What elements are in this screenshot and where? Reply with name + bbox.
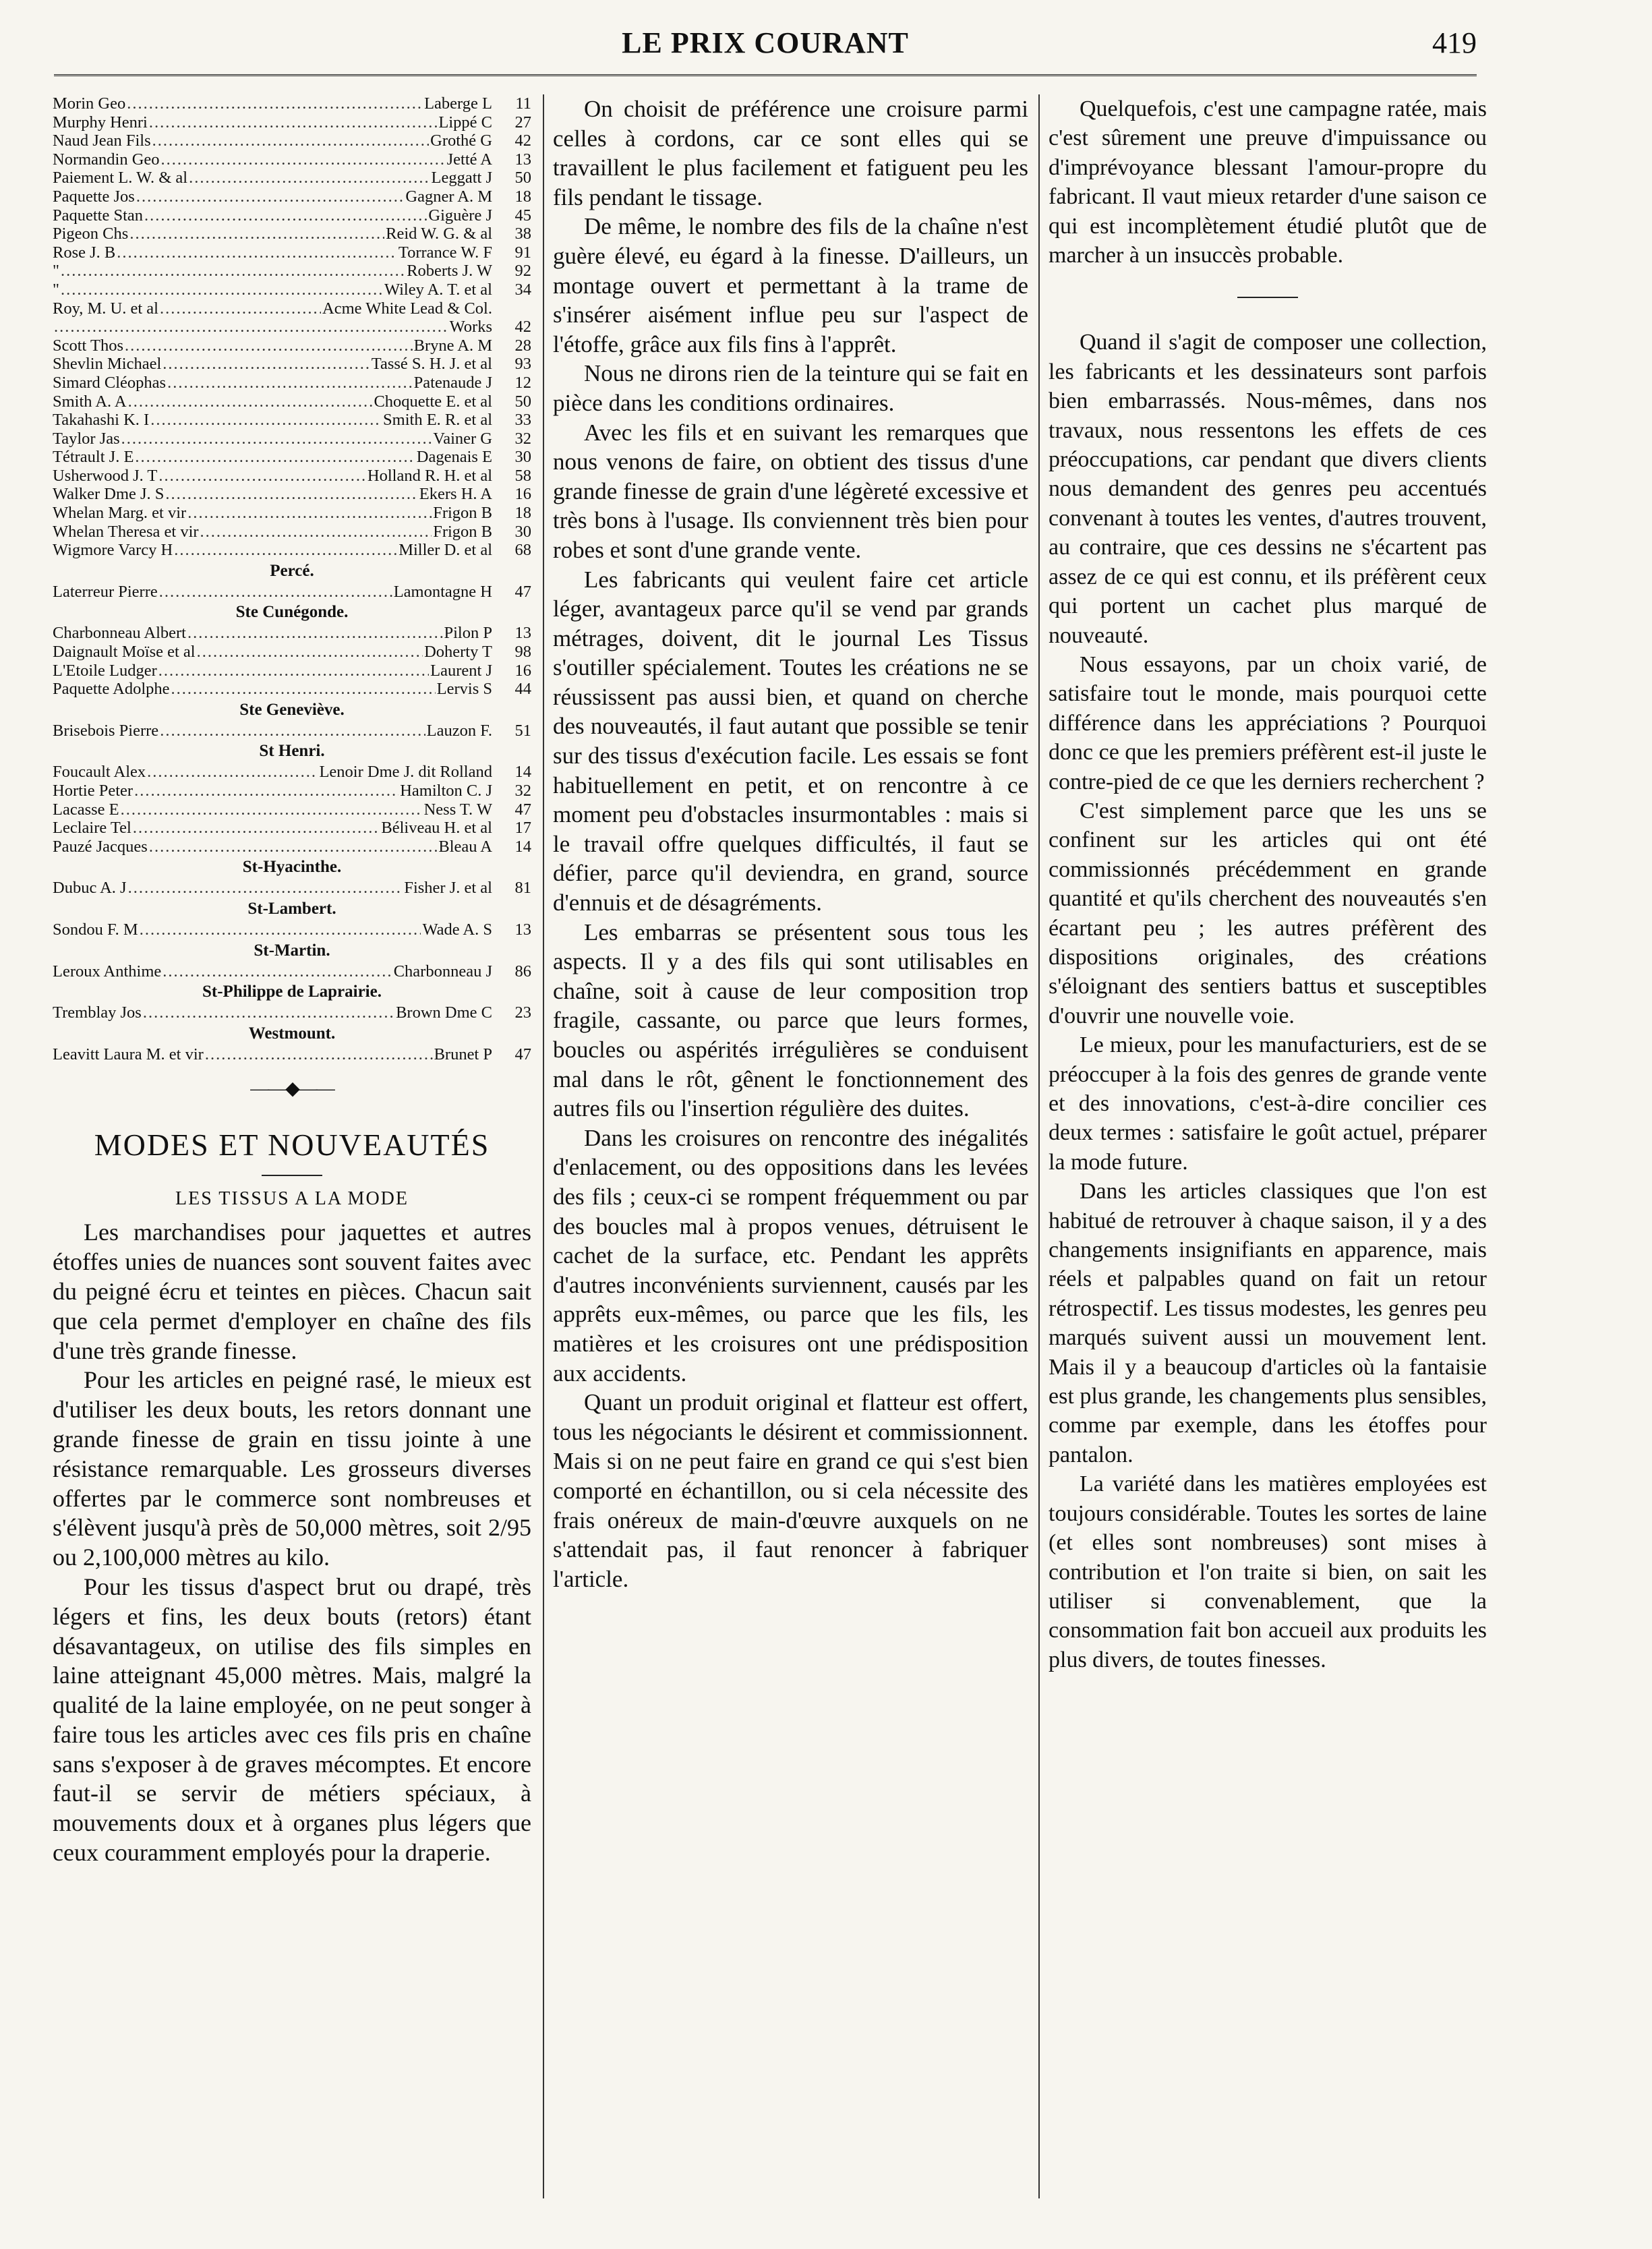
- paragraph: Nous essayons, par un choix varié, de satisfaire tout le monde, mais pourquoi cette différence dans les appréciations ? Pourquoi donc ce que les premiers préfèrent est-il juste le contre-pied de ce que les derniers recherchent ?: [1049, 651, 1487, 794]
- amount: 34: [514, 280, 531, 299]
- amount: 16: [514, 485, 531, 504]
- plaintiff-name: Lamontagne H: [393, 582, 492, 601]
- defendant-name: Rose J. B: [53, 243, 116, 262]
- listing-row: [53, 624, 531, 643]
- defendant-name: Scott Thos: [53, 336, 124, 355]
- defendant-name: ": [53, 262, 60, 281]
- leader-dots: [54, 318, 448, 337]
- leader-dots: [128, 392, 373, 411]
- defendant-name: Tétrault J. E: [53, 448, 134, 467]
- district-heading: Ste Cunégonde.: [235, 603, 349, 622]
- listing-row: [53, 1003, 531, 1022]
- amount: 81: [514, 879, 531, 898]
- paragraph: Pour les articles en peigné rasé, le mieux est d'utiliser les deux bouts, les retors donnant une grande finesse de grain en tissu jointe à une résistance remarquable. Les grosseurs diverses offertes par le commerce sont nombreuses et s'élèvent jusqu'à près de 50,000 mètres, soit 2/95 ou 2,100,000 mètres au kilo.: [53, 1366, 531, 1571]
- section-title: MODES ET NOUVEAUTÉS: [94, 1128, 490, 1163]
- paragraph: Quant un produit original et flatteur est offert, tous les négociants le désirent et commissionnent. Mais si on ne peut faire en grand ce qui s'est bien comporté en échantillon, ou si cela nécessite des frais onéreux de main-d'œuvre auxquels on ne s'attendait pas, il faut renoncer à fabriquer l'article.: [553, 1389, 1028, 1592]
- defendant-name: ": [53, 280, 60, 299]
- leader-dots: [127, 94, 423, 113]
- defendant-name: Smith A. A: [53, 392, 127, 411]
- amount: 92: [514, 262, 531, 281]
- plaintiff-name: Béliveau H. et al: [381, 819, 492, 838]
- leader-dots: [121, 430, 432, 448]
- amount: 44: [514, 680, 531, 699]
- plaintiff-name: Laberge L: [424, 94, 492, 113]
- leader-dots: [161, 150, 446, 169]
- leader-dots: [171, 680, 436, 699]
- defendant-name: Leclaire Tel: [53, 819, 131, 838]
- listing-row: [53, 643, 531, 662]
- defendant-name: Pigeon Chs: [53, 225, 129, 243]
- listing-row: [53, 583, 531, 602]
- leader-dots: [135, 448, 415, 467]
- listing-row: [53, 299, 531, 318]
- plaintiff-name: Ekers H. A: [419, 485, 492, 504]
- defendant-name: Lacasse E: [53, 800, 119, 819]
- plaintiff-name: Wiley A. T. et al: [384, 280, 492, 299]
- amount: 38: [514, 225, 531, 243]
- leader-dots: [117, 243, 397, 262]
- amount: 47: [514, 800, 531, 819]
- paragraph: Quelquefois, c'est une campagne ratée, mais c'est sûrement une preuve d'impuissance ou d'imprévoyance blessant l'amour-propre du fabricant. Il vaut mieux retarder d'une saison ce qui est incomplètement étudié plutôt que de marcher à un insuccès probable.: [1049, 96, 1487, 268]
- listing-row: [53, 392, 531, 411]
- leader-dots: [125, 337, 413, 355]
- plaintiff-name: Giguère J: [428, 206, 492, 225]
- plaintiff-name: Brunet P: [434, 1045, 492, 1063]
- paragraph: Quand il s'agit de composer une collection, les fabricants et les dessinateurs sont parfois bien embarrassés. Nous-mêmes, dans nos travaux, nous ressentons les effets de ces préoccupations, car pendant que divers clients nous demandent des genres peu accentués convenant à toutes les ventes, d'autres trouvent, au contraire, que ces dessins ne s'écartent pas assez de ce qui est connu, et ils préfèrent ceux qui portent un cachet plus marqué de nouveauté.: [1049, 330, 1487, 648]
- defendant-name: Naud Jean Fils: [53, 132, 151, 150]
- defendant-name: L'Etoile Ludger: [53, 661, 157, 680]
- listing-row: [53, 318, 531, 337]
- paragraph: Avec les fils et en suivant les remarques que nous venons de faire, on obtient des tissus d'une grande finesse de grain d'une légèreté excessive et très bons à l'usage. Ils conviennent très bien pour robes et sont d'une grande vente.: [553, 419, 1028, 563]
- paragraph: La variété dans les matières employées est toujours considérable. Toutes les sortes de laine (et elles sont nombreuses) sont mises à contribution et l'on traite si bien, on sait les utiliser si convenablement, que la consommation fait bon accueil aux produits les plus divers, de toutes finesses.: [1049, 1471, 1487, 1672]
- paragraph: Le mieux, pour les manufacturiers, est de se préoccuper à la fois des genres de grande vente et des innovations, c'est-à-dire concilier ces deux termes : satisfaire le goût actuel, préparer la mode future.: [1049, 1032, 1487, 1175]
- amount: 30: [514, 448, 531, 467]
- leader-dots: [163, 355, 370, 374]
- listing-row: [53, 281, 531, 299]
- amount: 30: [514, 522, 531, 541]
- plaintiff-name: Bleau A: [438, 837, 492, 856]
- listing-row: [53, 411, 531, 430]
- leader-dots: [163, 962, 392, 981]
- listing-row: [53, 94, 531, 113]
- plaintiff-name: Leggatt J: [431, 169, 492, 187]
- listing-row: [53, 243, 531, 262]
- plaintiff-name: Lervis S: [436, 680, 492, 699]
- listing-row: [53, 523, 531, 542]
- plaintiff-name: Patenaude J: [413, 373, 492, 392]
- plaintiff-name: Tassé S. H. J. et al: [371, 355, 492, 374]
- listing-row: [53, 504, 531, 523]
- listing-row: [53, 355, 531, 374]
- defendant-name: Dubuc A. J: [53, 879, 127, 898]
- defendant-name: Tremblay Jos: [53, 1003, 142, 1022]
- listing-row: [53, 169, 531, 187]
- listing-row: [53, 662, 531, 680]
- listing-row: [53, 838, 531, 856]
- listing-row: [53, 113, 531, 132]
- defendant-name: Shevlin Michael: [53, 355, 162, 374]
- listing-row: [53, 921, 531, 939]
- amount: 47: [514, 582, 531, 601]
- article-body-col1: [53, 1218, 531, 1868]
- column-1: [53, 94, 531, 1868]
- column-divider: [1038, 94, 1040, 2198]
- leader-dots: [128, 879, 403, 898]
- paragraph: Les fabricants qui veulent faire cet article léger, avantageux parce qu'il se vend par grands métrages, doivent, dit le journal Les Tissus s'outiller spécialement. Toutes les créations ne se réussissent pas aussi bien, et quand on cherche des nouveautés, il faut autant que possible se tenir sur des tissus d'exécution facile. Les essais se font habituellement en petit, et on rencontre à ce moment peu d'obstacles insurmontables : mais si le travail offre quelques difficultés, il faut se défier, parce qu'il deviendra, en grand, source d'ennuis et de désagréments.: [553, 566, 1028, 916]
- plaintiff-name: Lauzon F.: [426, 721, 492, 740]
- listing-row: [53, 879, 531, 898]
- listing-row: [53, 262, 531, 281]
- leader-dots: [189, 169, 430, 187]
- amount: 16: [514, 661, 531, 680]
- column-divider: [543, 94, 544, 2198]
- paragraph: De même, le nombre des fils de la chaîne n'est guère élevé, eu égard à la finesse. D'ailleurs, un montage ouvert et permettant à la trame de s'insérer aisément influe peu sur l'aspect de l'étoffe, grâce aux fils fins à l'apprêt.: [553, 213, 1028, 357]
- newspaper-title: LE PRIX COURANT: [622, 26, 909, 59]
- plaintiff-name: Wade A. S: [422, 920, 492, 939]
- defendant-name: Paquette Adolphe: [53, 680, 170, 699]
- listing-row: [53, 763, 531, 782]
- listing-row: [53, 337, 531, 355]
- listing-row: [53, 541, 531, 560]
- amount: 14: [514, 837, 531, 856]
- amount: 32: [514, 782, 531, 800]
- listing-row: [53, 467, 531, 486]
- listing-row: [53, 800, 531, 819]
- leader-dots: [143, 1003, 394, 1022]
- article-body-col2: [553, 94, 1028, 1594]
- amount: 18: [514, 187, 531, 206]
- section-rule: [1237, 297, 1298, 298]
- plaintiff-name: Hamilton C. J: [400, 782, 492, 800]
- leader-dots: [159, 583, 392, 602]
- defendant-name: Hortie Peter: [53, 782, 134, 800]
- listing-row: [53, 680, 531, 699]
- district-heading: Ste Geneviève.: [239, 700, 345, 719]
- amount: 13: [514, 920, 531, 939]
- leader-dots: [174, 541, 397, 560]
- listing-row: [53, 962, 531, 981]
- defendant-name: Foucault Alex: [53, 763, 146, 782]
- amount: 32: [514, 429, 531, 448]
- defendant-name: Morin Geo: [53, 94, 126, 113]
- article-subheading: LES TISSUS A LA MODE: [175, 1188, 409, 1210]
- paragraph: Nous ne dirons rien de la teinture qui se fait en pièce dans les conditions ordinaires.: [553, 360, 1028, 416]
- leader-dots: [158, 467, 366, 486]
- leader-dots: [136, 187, 405, 206]
- district-heading: St-Lambert.: [247, 899, 336, 918]
- leader-dots: [150, 411, 382, 430]
- amount: 14: [514, 763, 531, 782]
- defendant-name: Simard Cléophas: [53, 373, 167, 392]
- page-number: 419: [1432, 26, 1477, 59]
- plaintiff-name: Bryne A. M: [413, 336, 492, 355]
- plaintiff-name: Ness T. W: [423, 800, 492, 819]
- leader-dots: [158, 662, 429, 680]
- plaintiff-name: Dagenais E: [416, 448, 492, 467]
- defendant-name: Laterreur Pierre: [53, 582, 158, 601]
- ornament-divider: ——◆——: [250, 1078, 334, 1100]
- listing-row: [53, 485, 531, 504]
- plaintiff-name: Grothé G: [430, 132, 492, 150]
- paragraph: On choisit de préférence une croisure parmi celles à cordons, car ce sont elles qui se travaillent le plus facilement et fatiguent peu les fils pendant le tissage.: [553, 96, 1028, 210]
- amount: 11: [515, 94, 531, 113]
- amount: 68: [514, 541, 531, 560]
- amount: 27: [514, 113, 531, 132]
- article-body-col3b: [1049, 328, 1487, 1674]
- leader-dots: [61, 281, 383, 299]
- plaintiff-name: Laurent J: [430, 661, 492, 680]
- column-2: [553, 94, 1028, 1594]
- leader-dots: [200, 523, 432, 542]
- plaintiff-name: Frigon B: [433, 522, 492, 541]
- defendant-name: Roy, M. U. et al: [53, 299, 158, 318]
- plaintiff-name: Brown Dme C: [396, 1003, 492, 1022]
- district-heading: St Henri.: [259, 742, 325, 761]
- amount: 28: [514, 336, 531, 355]
- defendant-name: Pauzé Jacques: [53, 837, 148, 856]
- plaintiff-name: Miller D. et al: [399, 541, 492, 560]
- amount: 12: [514, 373, 531, 392]
- listing-row: [53, 782, 531, 800]
- plaintiff-name: Choquette E. et al: [374, 392, 492, 411]
- amount: 13: [514, 624, 531, 643]
- leader-dots: [140, 921, 421, 939]
- defendant-name: Walker Dme J. S: [53, 485, 165, 504]
- plaintiff-name: Roberts J. W: [407, 262, 492, 281]
- leader-dots: [197, 643, 423, 662]
- leader-dots: [152, 132, 430, 150]
- leader-dots: [129, 225, 384, 243]
- page-header: [54, 26, 1477, 66]
- leader-dots: [187, 624, 443, 643]
- listing-row: [53, 722, 531, 740]
- plaintiff-name: Acme White Lead & Col.: [322, 299, 492, 318]
- amount: 47: [514, 1045, 531, 1063]
- district-heading: St-Martin.: [254, 941, 330, 960]
- leader-dots: [149, 838, 438, 856]
- defendant-name: Takahashi K. I: [53, 411, 150, 430]
- amount: 17: [514, 819, 531, 838]
- paragraph: Pour les tissus d'aspect brut ou drapé, très légers et fins, les deux bouts (retors) étant désavantageux, on utilise des fils simples en laine atteignant 45,000 mètres. Mais, malgré la qualité de la laine employée, on ne peut songer à faire tous les articles avec ces fils pris en chaîne sans s'exposer à de graves mécomptes. Et encore faut-il se servir de métiers spéciaux, à mouvements doux et à organes plus légers que ceux couramment employés pour la draperie.: [53, 1573, 531, 1867]
- amount: 42: [514, 132, 531, 150]
- amount: 18: [514, 504, 531, 523]
- defendant-name: Brisebois Pierre: [53, 721, 159, 740]
- leader-dots: [133, 819, 380, 838]
- defendant-name: Murphy Henri: [53, 113, 148, 132]
- paragraph: Dans les croisures on rencontre des inégalités d'enlacement, ou des oppositions dans les levées des fils ; ceux-ci se rompent fréquemment ou par des boucles mal à propos venues, détruisent le cachet de la surface, etc. Pendant les apprêts d'autres inconvénients surviennent, causés par les apprêts eux-mêmes, ou parce que les fils, les matières et les croisures ont une prédisposition aux accidents.: [553, 1124, 1028, 1386]
- column-3: [1049, 94, 1487, 1674]
- listing-row: [53, 448, 531, 467]
- defendant-name: Whelan Theresa et vir: [53, 522, 199, 541]
- listing-row: [53, 430, 531, 448]
- plaintiff-name: Lippé C: [438, 113, 492, 132]
- leader-dots: [187, 504, 432, 523]
- paragraph: C'est simplement parce que les uns se confinent sur les articles qui ont été commissionnés précédemment en grande quantité et qu'ils cherchent des nouveautés s'en écartant peu ; les autres préfèrent des dispositions originales, des créations s'éloignant des sentiers battus et susceptibles d'ouvrir une nouvelle voie.: [1049, 798, 1487, 1028]
- article-body-col3a: [1049, 94, 1487, 270]
- amount: 93: [514, 355, 531, 374]
- leader-dots: [165, 485, 417, 504]
- amount: 13: [514, 150, 531, 169]
- plaintiff-name: Reid W. G. & al: [386, 225, 492, 243]
- district-heading: Percé.: [270, 561, 314, 580]
- defendant-name: Paquette Jos: [53, 187, 135, 206]
- listing-row: [53, 1045, 531, 1064]
- leader-dots: [160, 722, 425, 740]
- amount: 42: [514, 318, 531, 337]
- amount: 50: [514, 392, 531, 411]
- amount: 45: [514, 206, 531, 225]
- amount: 50: [514, 169, 531, 187]
- plaintiff-name: Smith E. R. et al: [383, 411, 492, 430]
- title-rule: [262, 1175, 322, 1176]
- listing-row: [53, 819, 531, 838]
- defendant-name: Charbonneau Albert: [53, 624, 186, 643]
- listing-row: [53, 225, 531, 243]
- defendant-name: Leavitt Laura M. et vir: [53, 1045, 204, 1063]
- plaintiff-name: Fisher J. et al: [404, 879, 492, 898]
- defendant-name: Leroux Anthime: [53, 962, 162, 981]
- defendant-name: Sondou F. M: [53, 920, 138, 939]
- amount: 91: [514, 243, 531, 262]
- plaintiff-name: Jetté A: [446, 150, 492, 169]
- amount: 58: [514, 466, 531, 485]
- plaintiff-name: Gagner A. M: [405, 187, 492, 206]
- district-heading: St-Philippe de Laprairie.: [202, 983, 382, 1001]
- leader-dots: [61, 262, 405, 281]
- defendant-name: Paiement L. W. & al: [53, 169, 188, 187]
- plaintiff-name: Doherty T: [424, 643, 492, 662]
- amount: 33: [514, 411, 531, 430]
- amount: 23: [514, 1003, 531, 1022]
- plaintiff-name: Torrance W. F: [398, 243, 492, 262]
- leader-dots: [205, 1045, 433, 1064]
- plaintiff-name: Frigon B: [433, 504, 492, 523]
- defendant-name: Normandin Geo: [53, 150, 160, 169]
- header-rule: [54, 74, 1477, 76]
- defendant-name: Usherwood J. T: [53, 466, 158, 485]
- listing-row: [53, 374, 531, 392]
- amount: 86: [514, 962, 531, 981]
- leader-dots: [134, 782, 399, 800]
- plaintiff-name: Pilon P: [444, 624, 492, 643]
- defendant-name: Paquette Stan: [53, 206, 144, 225]
- plaintiff-name: Works: [449, 318, 492, 337]
- defendant-name: Whelan Marg. et vir: [53, 504, 187, 523]
- district-heading: Westmount.: [248, 1024, 336, 1043]
- leader-dots: [147, 763, 318, 782]
- paragraph: Dans les articles classiques que l'on est habitué de retrouver à chaque saison, il y a des changements insignifiants en apparence, mais réels et palpables quand on fait un retour rétrospectif. Les tissus modestes, les genres peu marqués suivent aussi un mouvement lent. Mais il y a beaucoup d'articles où la fantaisie est plus grande, les changements plus sensibles, comme par exemple, dans les étoffes pour pantalon.: [1049, 1179, 1487, 1467]
- amount: 51: [514, 721, 531, 740]
- paragraph: Les marchandises pour jaquettes et autres étoffes unies de nuances sont souvent faites avec du peigné écru et teintes en pièces. Chacun sait que cela permet d'employer en chaîne des fils d'une très grande finesse.: [53, 1219, 531, 1364]
- plaintiff-name: Charbonneau J: [393, 962, 492, 981]
- leader-dots: [149, 113, 438, 132]
- plaintiff-name: Lenoir Dme J. dit Rolland: [319, 763, 492, 782]
- amount: 98: [514, 643, 531, 662]
- leader-dots: [160, 299, 321, 318]
- defendant-name: Taylor Jas: [53, 429, 120, 448]
- paragraph: Les embarras se présentent sous tous les aspects. Il y a des fils qui sont utilisables en chaîne, soit à cause de leur composition trop fragile, cassante, ou parce que leurs formes, boucles ou aspérités irrégulières se conduisent mal dans le rôt, gênent le fonctionnement des autres fils ou l'insertion régulière des duites.: [553, 918, 1028, 1122]
- listing-row: [53, 206, 531, 225]
- listing-row: [53, 132, 531, 150]
- plaintiff-name: Holland R. H. et al: [367, 466, 492, 485]
- judgments-listing: [53, 94, 531, 1063]
- listing-row: [53, 187, 531, 206]
- listing-row: [53, 150, 531, 169]
- defendant-name: Wigmore Varcy H: [53, 541, 173, 560]
- district-heading: St-Hyacinthe.: [242, 858, 342, 877]
- leader-dots: [167, 374, 413, 392]
- defendant-name: Daignault Moïse et al: [53, 643, 196, 662]
- leader-dots: [144, 206, 427, 225]
- leader-dots: [121, 800, 423, 819]
- plaintiff-name: Vainer G: [433, 429, 492, 448]
